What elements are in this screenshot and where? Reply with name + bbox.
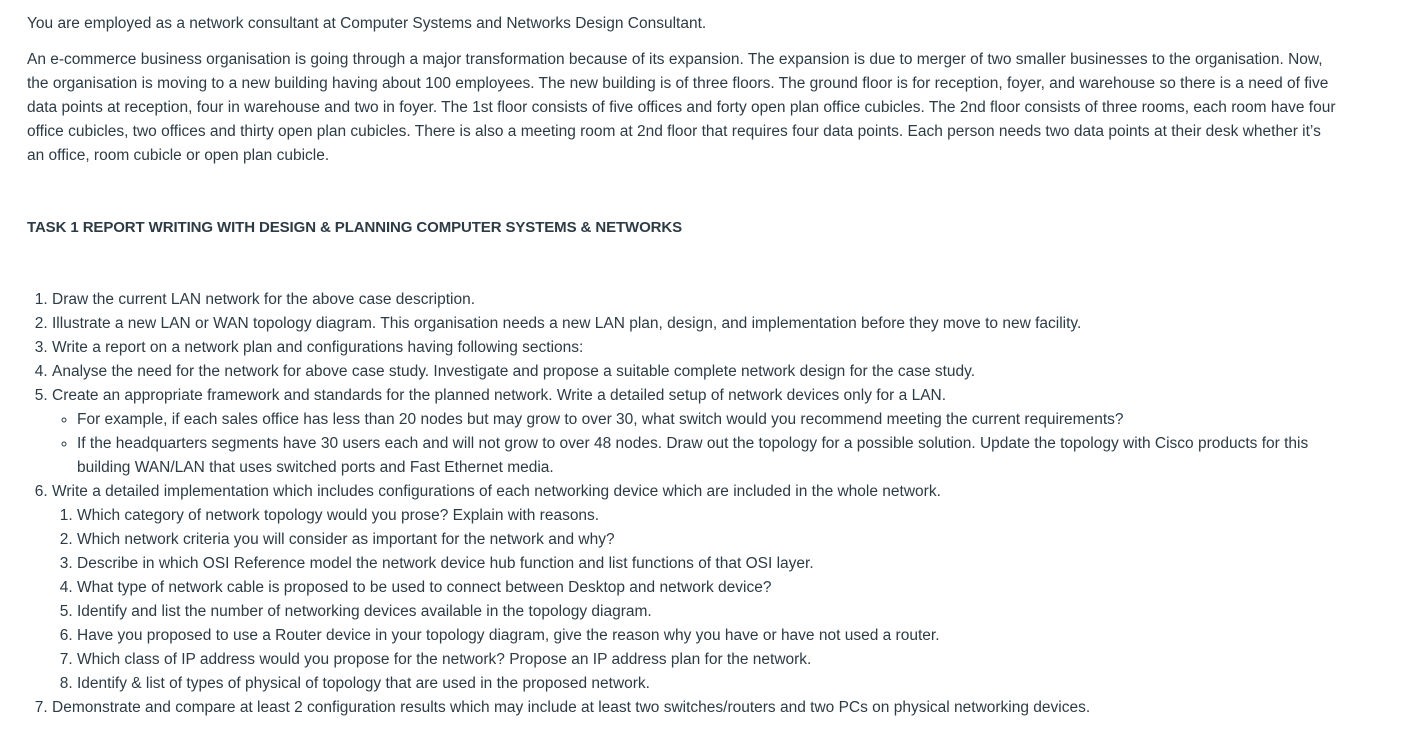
sub-item: 3. Describe in which OSI Reference model the network device hub function and list functions of that OSI layer. [77, 552, 1337, 576]
bullet-item: ◦ If the headquarters segments have 30 users each and will not grow to over 48 nodes. Draw out the topology for a possible solution. Update the topology with Cisco products for this building WAN/LAN that uses switched ports and Fast Ethernet media. [77, 432, 1337, 480]
sub-item: 6. Have you proposed to use a Router device in your topology diagram, give the reason why you have or have not used a router. [77, 624, 1337, 648]
task-item-text: Create an appropriate framework and standards for the planned network. Write a detailed setup of network devices only for a LAN. [52, 387, 947, 404]
task-item [52, 480, 1337, 696]
task-item-text: Write a detailed implementation which includes configurations of each networking device which are included in the whole network. [52, 483, 941, 500]
task5-bullet-list [52, 408, 1337, 480]
task-heading: TASK 1 REPORT WRITING WITH DESIGN & PLANNING COMPUTER SYSTEMS & NETWORKS [27, 219, 683, 236]
sub-item: 1. Which category of network topology would you prose? Explain with reasons. [77, 504, 1337, 528]
task-item: 3. Write a report on a network plan and configurations having following sections: [52, 336, 1337, 360]
sub-item: 5. Identify and list the number of networking devices available in the topology diagram. [77, 600, 1337, 624]
task-item: 2. Illustrate a new LAN or WAN topology diagram. This organisation needs a new LAN plan, design, and implementation before they move to new facility. [52, 312, 1337, 336]
case-description: An e-commerce business organisation is going through a major transformation because of its expansion. The expansion is due to merger of two smaller businesses to the organisation. Now, the organisation is moving to a new building having about 100 employees. The new building is of three floors. The ground floor is for reception, foyer, and warehouse so there is a need of five data points at reception, four in warehouse and two in foyer. The 1st floor consists of five offices and forty open plan office cubicles. The 2nd floor consists of three rooms, each room have four office cubicles, two offices and thirty open plan cubicles. There is also a meeting room at 2nd floor that requires four data points. Each person needs two data points at their desk whether it’s an office, room cubicle or open plan cubicle. [27, 51, 1336, 164]
sub-item: 2. Which network criteria you will consider as important for the network and why? [77, 528, 1337, 552]
intro-paragraph: You are employed as a network consultant at Computer Systems and Networks Design Consultant. [27, 15, 707, 32]
task-list [27, 288, 1337, 720]
sub-item: 4. What type of network cable is proposed to be used to connect between Desktop and network device? [77, 576, 1337, 600]
task-item: 4. Analyse the need for the network for above case study. Investigate and propose a suitable complete network design for the case study. [52, 360, 1337, 384]
sub-item: 8. Identify & list of types of physical of topology that are used in the proposed network. [77, 672, 1337, 696]
task-item [52, 384, 1337, 480]
sub-item: 7. Which class of IP address would you propose for the network? Propose an IP address plan for the network. [77, 648, 1337, 672]
assignment-content [27, 12, 1337, 720]
task-item: 7. Demonstrate and compare at least 2 configuration results which may include at least two switches/routers and two PCs on physical networking devices. [52, 696, 1337, 720]
task-item: 1. Draw the current LAN network for the above case description. [52, 288, 1337, 312]
task6-sub-list [52, 504, 1337, 696]
bullet-item: ◦ For example, if each sales office has less than 20 nodes but may grow to over 30, what switch would you recommend meeting the current requirements? [77, 408, 1337, 432]
